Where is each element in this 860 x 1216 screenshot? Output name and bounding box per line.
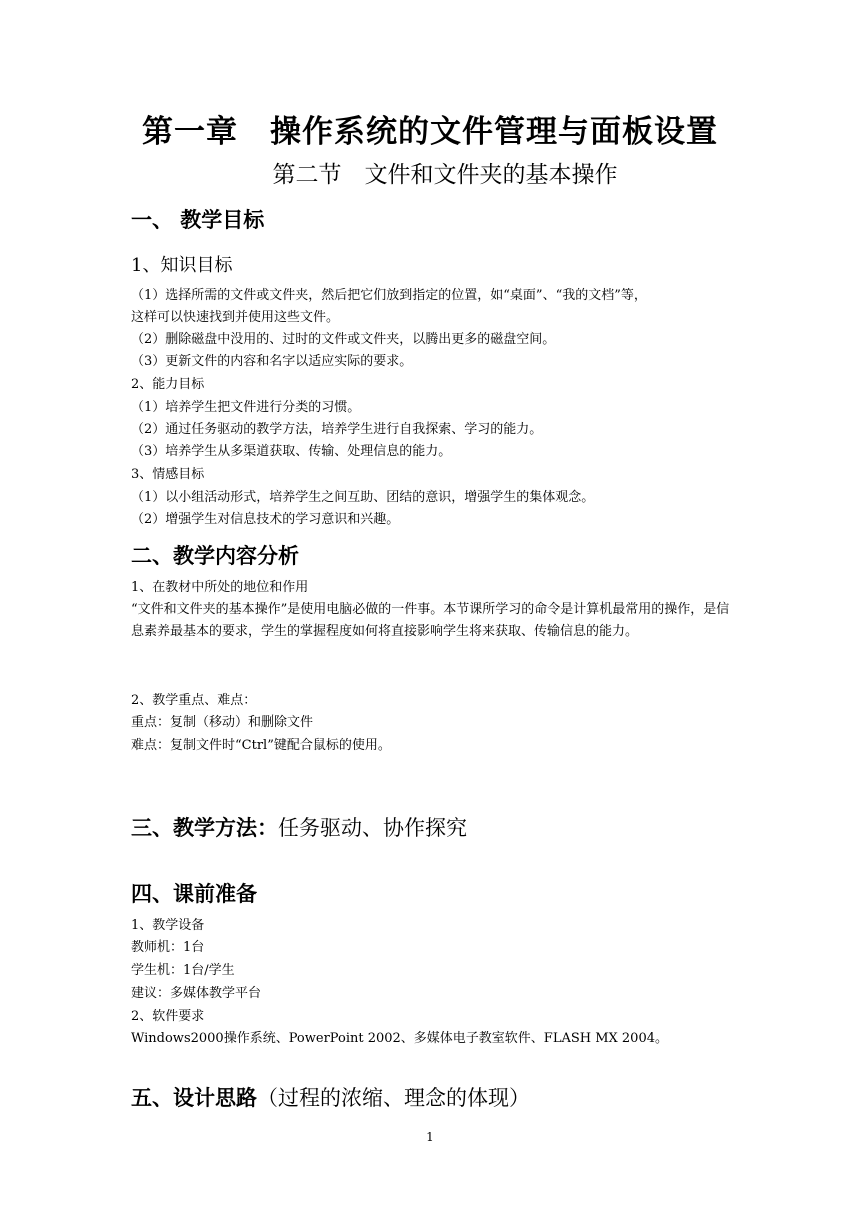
emotion-item-1: （1）以小组活动形式，培养学生之间互助、团结的意识，增强学生的集体观念。 xyxy=(131,490,595,505)
subheading-emotion-goals: 3、情感目标 xyxy=(131,467,205,482)
knowledge-item-1-cont: 这样可以快速找到并使用这些文件。 xyxy=(131,310,340,325)
page-number: 1 xyxy=(426,1130,434,1144)
teaching-method-label: 三、教学方法： xyxy=(131,815,278,840)
subheading-ability-goals: 2、能力目标 xyxy=(131,377,205,392)
design-idea-note: （过程的浓缩、理念的体现） xyxy=(257,1086,530,1110)
analysis-key-point: 重点：复制（移动）和删除文件 xyxy=(131,715,314,730)
knowledge-item-3: （3）更新文件的内容和名字以适应实际的要求。 xyxy=(131,354,413,369)
analysis-paragraph: “文件和文件夹的基本操作”是使用电脑必做的一件事。本节课所学习的命令是计算机最常用的操作，是信息素养最基本的要求，学生的掌握程度如何将直接影响学生将来获取、传输信息的能力。 xyxy=(131,602,730,639)
section-subtitle: 第二节 文件和文件夹的基本操作 xyxy=(272,162,618,188)
prep-line-5: 2、软件要求 xyxy=(131,1009,205,1024)
ability-item-3: （3）培养学生从多渠道获取、传输、处理信息的能力。 xyxy=(131,444,452,459)
subheading-knowledge-goals: 1、知识目标 xyxy=(131,255,233,276)
analysis-line-2: 2、教学重点、难点： xyxy=(131,693,257,708)
teaching-method-value: 任务驱动、协作探究 xyxy=(278,816,467,840)
page-title: 第一章 操作系统的文件管理与面板设置 xyxy=(142,114,718,150)
heading-content-analysis: 二、教学内容分析 xyxy=(131,543,299,568)
ability-item-2: （2）通过任务驱动的教学方法，培养学生进行自我探索、学习的能力。 xyxy=(131,422,543,437)
emotion-item-2: （2）增强学生对信息技术的学习意识和兴趣。 xyxy=(131,512,400,527)
ability-item-1: （1）培养学生把文件进行分类的习惯。 xyxy=(131,400,361,415)
knowledge-item-1: （1）选择所需的文件或文件夹，然后把它们放到指定的位置，如“桌面”、“我的文档”等， xyxy=(131,288,647,303)
prep-line-1: 1、教学设备 xyxy=(131,918,205,933)
heading-design-idea xyxy=(131,1082,530,1112)
heading-preparation: 四、课前准备 xyxy=(131,881,257,906)
knowledge-item-2: （2）删除磁盘中没用的、过时的文件或文件夹，以腾出更多的磁盘空间。 xyxy=(131,332,556,347)
prep-line-2: 教师机：1台 xyxy=(131,940,205,955)
prep-line-4: 建议：多媒体教学平台 xyxy=(131,986,262,1001)
analysis-difficult-point: 难点：复制文件时“Ctrl”键配合鼠标的使用。 xyxy=(131,738,391,753)
prep-line-6: Windows2000操作系统、PowerPoint 2002、多媒体电子教室软件、FLASH MX 2004。 xyxy=(131,1031,668,1046)
design-idea-label: 五、设计思路 xyxy=(131,1085,257,1110)
heading-teaching-method xyxy=(131,812,467,842)
heading-teaching-goals: 一、 教学目标 xyxy=(131,207,265,232)
prep-line-3: 学生机：1台/学生 xyxy=(131,963,235,978)
analysis-line-1: 1、在教材中所处的地位和作用 xyxy=(131,580,309,595)
